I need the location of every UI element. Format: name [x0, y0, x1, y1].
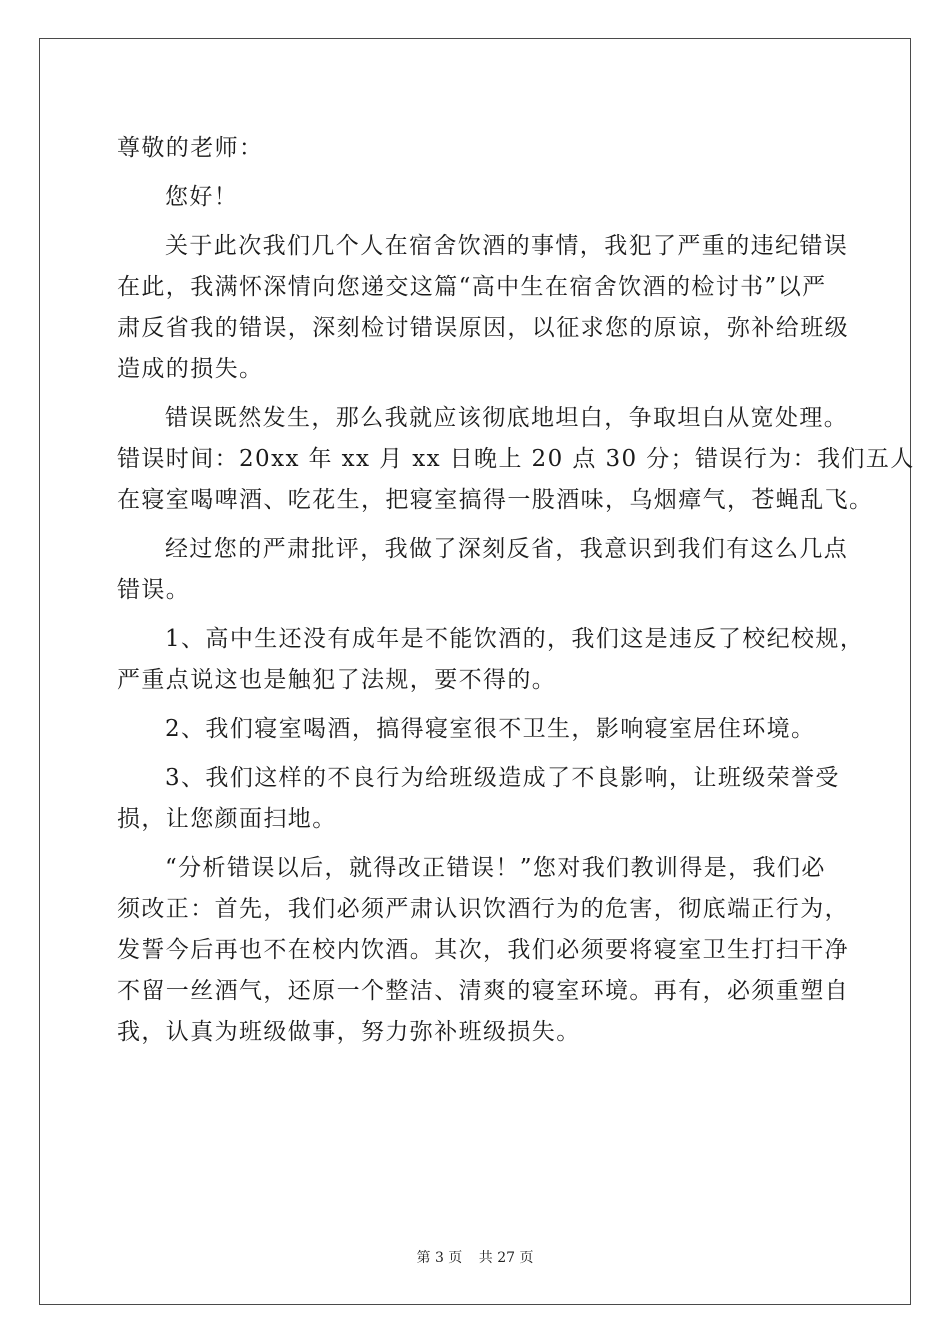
text-line: 肃反省我的错误，深刻检讨错误原因，以征求您的原谅，弥补给班级 [117, 315, 849, 341]
text-line: 在寝室喝啤酒、吃花生，把寝室搞得一股酒味，乌烟瘴气，苍蝇乱飞。 [117, 487, 874, 513]
text-line: 发誓今后再也不在校内饮酒。其次，我们必须要将寝室卫生打扫干净 [117, 937, 849, 963]
text-line: 经过您的严肃批评，我做了深刻反省，我意识到我们有这么几点 [165, 536, 849, 562]
text-line: 2、我们寝室喝酒，搞得寝室很不卫生，影响寝室居住环境。 [165, 716, 816, 742]
text-line: 您好！ [165, 184, 239, 210]
text-line: 1、高中生还没有成年是不能饮酒的，我们这是违反了校纪校规， [165, 626, 865, 652]
text-line: 3、我们这样的不良行为给班级造成了不良影响，让班级荣誉受 [165, 765, 840, 791]
text-line: 须改正：首先，我们必须严肃认识饮酒行为的危害，彻底端正行为， [117, 896, 849, 922]
text-line: 在此，我满怀深情向您递交这篇“高中生在宿舍饮酒的检讨书”以严 [117, 274, 827, 300]
page-footer [0, 1247, 950, 1267]
current-page-number: 第 3 页 [416, 1250, 463, 1266]
text-line: 损，让您颜面扫地。 [117, 806, 337, 832]
text-line: 关于此次我们几个人在宿舍饮酒的事情，我犯了严重的违纪错误 [165, 233, 849, 259]
text-line: 错误时间：20xx 年 xx 月 xx 日晚上 20 点 30 分；错误行为：我们五人 [117, 446, 915, 472]
text-line: 尊敬的老师： [117, 135, 264, 161]
text-line: “分析错误以后，就得改正错误！”您对我们教训得是，我们必 [165, 855, 826, 881]
text-line: 造成的损失。 [117, 356, 264, 382]
text-line: 不留一丝酒气，还原一个整洁、清爽的寝室环境。再有，必须重塑自 [117, 978, 849, 1004]
text-line: 错误既然发生，那么我就应该彻底地坦白，争取坦白从宽处理。 [165, 405, 849, 431]
text-line: 我，认真为班级做事，努力弥补班级损失。 [117, 1019, 581, 1045]
text-line: 严重点说这也是触犯了法规，要不得的。 [117, 667, 557, 693]
document-body [117, 128, 915, 1053]
total-page-count: 共 27 页 [478, 1250, 534, 1266]
text-line: 错误。 [117, 577, 191, 603]
